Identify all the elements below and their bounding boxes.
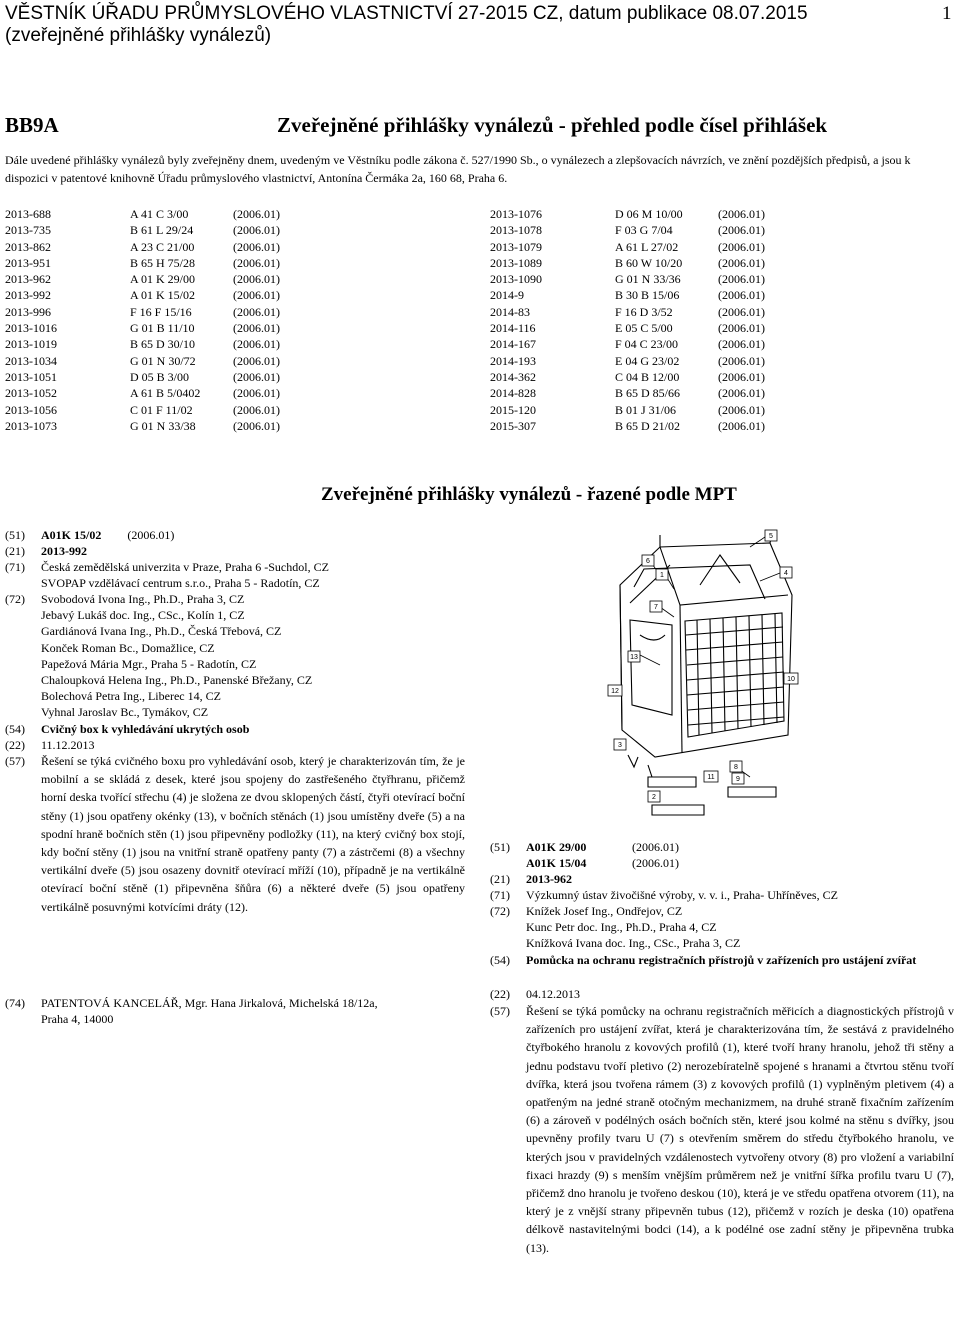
overview-row xyxy=(5,353,465,369)
overview-row xyxy=(490,239,950,255)
ipc-class: A01K 29/00 xyxy=(526,840,587,854)
application-number: 2013-992 xyxy=(41,544,87,558)
ipc-version: (2006.01) xyxy=(718,321,765,336)
ipc-class: B 65 D 21/02 xyxy=(615,418,681,433)
application-number: 2015-307 xyxy=(490,418,536,433)
inventor: Bolechová Petra Ing., Liberec 14, CZ xyxy=(41,689,221,704)
applicant-2: SVOPAP vzdělávací centrum s.r.o., Praha 5 - Radotín, CZ xyxy=(41,576,320,591)
mpt-section-title: Zveřejněné přihlášky vynálezů - řazené podle MPT xyxy=(321,484,737,505)
application-number: 2013-992 xyxy=(5,288,51,303)
application-number: 2014-828 xyxy=(490,386,536,401)
overview-row xyxy=(5,336,465,352)
drawing-label: 7 xyxy=(654,604,658,611)
overview-row xyxy=(490,336,950,352)
overview-row xyxy=(5,320,465,336)
overview-row xyxy=(490,418,950,434)
section-code: BB9A xyxy=(5,113,59,137)
ipc-class: A01K 15/04 xyxy=(526,856,587,871)
overview-row xyxy=(490,271,950,287)
page-number: 1 xyxy=(942,3,952,24)
inventor: Kunc Petr doc. Ing., Ph.D., Praha 4, CZ xyxy=(526,920,717,935)
ipc-class: G 01 B 11/10 xyxy=(130,321,195,336)
overview-row xyxy=(5,222,465,238)
ipc-version: (2006.01) xyxy=(233,288,280,303)
ipc-class: A 41 C 3/00 xyxy=(130,207,189,221)
overview-row xyxy=(5,402,465,418)
drawing-label: 8 xyxy=(734,764,738,771)
inventor: Gardiánová Ivana Ing., Ph.D., Česká Třebová, CZ xyxy=(41,624,282,639)
ipc-version: (2006.01) xyxy=(233,207,280,221)
overview-table-right xyxy=(490,206,950,434)
ipc-version: (2006.01) xyxy=(233,386,280,401)
application-number: 2013-1019 xyxy=(5,337,57,352)
ipc-class: D 06 M 10/00 xyxy=(615,207,683,221)
ipc-class: B 61 L 29/24 xyxy=(130,223,194,238)
ipc-version: (2006.01) xyxy=(718,223,765,238)
filing-date: 11.12.2013 xyxy=(41,738,95,752)
ipc-class: B 65 H 75/28 xyxy=(130,255,196,270)
ipc-version: (2006.01) xyxy=(718,369,765,384)
application-number: 2013-688 xyxy=(5,207,51,221)
application-number: 2013-1090 xyxy=(490,272,542,287)
ipc-version: (2006.01) xyxy=(718,272,765,287)
filing-date: 04.12.2013 xyxy=(526,987,580,1001)
drawing-label: 4 xyxy=(784,570,788,577)
drawing-label: 3 xyxy=(618,742,622,749)
bulletin-header-line2: (zveřejněné přihlášky vynálezů) xyxy=(5,25,272,46)
application-number: 2013-1076 xyxy=(490,207,542,221)
ipc-class: A01K 15/02 xyxy=(41,528,102,542)
ipc-class: B 65 D 85/66 xyxy=(615,386,681,401)
ipc-class: E 05 C 5/00 xyxy=(615,321,673,336)
application-number: 2013-951 xyxy=(5,255,51,270)
ipc-class: E 04 G 23/02 xyxy=(615,353,680,368)
leader-line xyxy=(640,655,660,665)
overview-row xyxy=(490,287,950,303)
inventor: Konček Roman Bc., Domažlice, CZ xyxy=(41,640,215,655)
ipc-version: (2006.01) xyxy=(718,418,765,433)
ipc-version: (2006.01) xyxy=(233,402,280,417)
ipc-version: (2006.01) xyxy=(233,369,280,384)
ipc-version: (2006.01) xyxy=(718,288,765,303)
overview-row xyxy=(5,304,465,320)
ipc-version: (2006.01) xyxy=(233,418,280,433)
invention-title: Cvičný box k vyhledávání ukrytých osob xyxy=(41,722,250,736)
overview-row xyxy=(490,304,950,320)
overview-row xyxy=(5,271,465,287)
ipc-version: (2006.01) xyxy=(233,255,280,270)
abstract: Řešení se týká cvičného boxu pro vyhledávání osob, který je charakterizován tím, že je mobilní a se skládá z desek, které jsou spojeny do zastřešeného čtyřhranu, přičemž horní deska tvořící střechu (4) je složena ze dvou sklopených částí, čtyři otevírací boční stěny (1) jsou opatřeny okénky (13), v bočních stěnách (1) jsou umístěny dveře (5) a na spodní hraně bočních stěn (1) jsou připevněny podložky (11), na který cvičný box stojí, kdy boční stěny (1) jsou na vnitřní straně opatřeny panty (7) a zástrčemi (8) a všechny vertikální dveře (5) jsou osazeny dovnitř otevírací mříží (10), případně je na vertikálně otevírací boční stěně (1) připevněna šňůra (6) a některé dveře (5) jsou opatřeny vertikálně posuvnými kotvícími dráty (12). xyxy=(41,754,465,914)
ipc-class: A 01 K 29/00 xyxy=(130,272,196,287)
overview-row xyxy=(5,369,465,385)
overview-row xyxy=(490,402,950,418)
ipc-version: (2006.01) xyxy=(233,304,280,319)
inventor: Papežová Mária Mgr., Praha 5 - Radotín, CZ xyxy=(41,656,257,671)
drawing-label: 10 xyxy=(787,676,795,683)
overview-row xyxy=(490,385,950,401)
ipc-class: C 04 B 12/00 xyxy=(615,369,680,384)
ipc-version: (2006.01) xyxy=(233,337,280,352)
application-number: 2013-862 xyxy=(5,239,51,254)
application-number: 2014-362 xyxy=(490,369,536,384)
drawing-label: 11 xyxy=(707,774,715,781)
ipc-version: (2006.01) xyxy=(233,272,280,287)
ipc-class: C 01 F 11/02 xyxy=(130,402,193,417)
overview-row xyxy=(490,353,950,369)
ipc-class: A 01 K 15/02 xyxy=(130,288,196,303)
ipc-class: F 16 D 3/52 xyxy=(615,304,673,319)
drawing-label: 12 xyxy=(611,688,619,695)
application-number: 2013-962 xyxy=(526,872,572,886)
application-number: 2013-1073 xyxy=(5,418,57,433)
ipc-class: B 60 W 10/20 xyxy=(615,255,683,270)
ipc-class: A 61 L 27/02 xyxy=(615,239,679,254)
ipc-version: (2006.01) xyxy=(233,223,280,238)
abstract: Řešení se týká pomůcky na ochranu registračních měřicích a diagnostických přístrojů v zařízeních pro ustájení zvířat, která je charakterizována tím, že sestává z pravidelného čtyřbokého hranolu z kovových profilů (1), které tvoří hrany hranolu, jehož tři stěny a jednu podstavu tvoří pletivo (2) nerozebíratelně spojené s hranami a čtvrtou stěnu tvoří dvířka, která jsou tvořena rámem (3) z kovových profilů (1) vyplněným pletivem (4) a opatřeným na jedné straně otočným mechanizmem, na druhé straně fixačním zařízením (6) a zároveň v podélných osách bočních stěn, které jsou kolmé na stěnu s dvířky, jsou upevněny profily tvaru U (7) s otevřením směrem do středu čtyřbokého hranolu, ve kterých jsou v pravidelných vzdálenostech vytvořeny otvory (8) pro vložení a variabilní fixaci hrazdy (9) s menším vnějším průměrem než je vnitřní šířka profilu tvaru U (7), přičemž dno hranolu je tvořeno deskou (10), která je ve středu opatřena otvorem (11), na který je z vnější strany připevněn tubus (12), přičemž v rozích je deska (10) opatřena délkově nastavitelnými bodci (14), a k podélné ose zadní stěny je připevněna trubka (13). xyxy=(526,1004,954,1255)
ipc-class: A 61 B 5/0402 xyxy=(130,386,201,401)
application-number: 2013-996 xyxy=(5,304,51,319)
ipc-class: F 04 C 23/00 xyxy=(615,337,679,352)
application-number: 2015-120 xyxy=(490,402,536,417)
drawing-label: 13 xyxy=(630,654,638,661)
application-number: 2014-116 xyxy=(490,321,536,336)
ipc-class: B 01 J 31/06 xyxy=(615,402,677,417)
ipc-class: F 16 F 15/16 xyxy=(130,304,192,319)
ipc-class: G 01 N 30/72 xyxy=(130,353,196,368)
drawing-label: 6 xyxy=(646,558,650,565)
ipc-version: (2006.01) xyxy=(718,402,765,417)
invention-title: Pomůcka na ochranu registračních přístrojů v zařízeních pro ustájení zvířat xyxy=(526,953,917,967)
overview-row xyxy=(5,418,465,434)
ipc-version: (2006.01) xyxy=(718,304,765,319)
overview-row xyxy=(490,255,950,271)
overview-row xyxy=(5,255,465,271)
drawing-label: 5 xyxy=(769,533,773,540)
ipc-version: (2006.01) xyxy=(718,353,765,368)
ipc-version: (2006.01) xyxy=(632,856,679,871)
application-number: 2014-9 xyxy=(490,288,524,303)
application-number: 2013-1034 xyxy=(5,353,57,368)
application-number: 2014-167 xyxy=(490,337,536,352)
application-number: 2013-1052 xyxy=(5,386,57,401)
ipc-version: (2006.01) xyxy=(233,353,280,368)
ipc-class: G 01 N 33/38 xyxy=(130,418,196,433)
overview-row xyxy=(490,320,950,336)
inventor: Svobodová Ivona Ing., Ph.D., Praha 3, CZ xyxy=(41,592,245,606)
ipc-version: (2006.01) xyxy=(718,207,765,221)
attorney-line1: PATENTOVÁ KANCELÁŘ, Mgr. Hana Jirkalová, Michelská 18/12a, xyxy=(41,996,378,1010)
ipc-version: (2006.01) xyxy=(718,337,765,352)
ipc-version: (2006.01) xyxy=(718,386,765,401)
applicant: Výzkumný ústav živočišné výroby, v. v. i., Praha- Uhříněves, CZ xyxy=(526,888,838,902)
application-number: 2014-193 xyxy=(490,353,536,368)
ipc-class: G 01 N 33/36 xyxy=(615,272,681,287)
bulletin-header-line1: VĚSTNÍK ÚŘADU PRŮMYSLOVÉHO VLASTNICTVÍ 27-2015 CZ, datum publikace 08.07.2015 xyxy=(5,3,808,24)
application-number: 2013-1051 xyxy=(5,369,57,384)
overview-row xyxy=(490,369,950,385)
overview-table-left xyxy=(5,206,465,434)
applicant-1: Česká zemědělská univerzita v Praze, Praha 6 -Suchdol, CZ xyxy=(41,560,329,574)
overview-row xyxy=(5,239,465,255)
section-title: Zveřejněné přihlášky vynálezů - přehled podle čísel přihlášek xyxy=(277,113,828,137)
ipc-version: (2006.01) xyxy=(718,239,765,254)
overview-row xyxy=(490,222,950,238)
ipc-class: D 05 B 3/00 xyxy=(130,369,190,384)
section-intro: Dále uvedené přihlášky vynálezů byly zveřejněny dnem, uvedeným ve Věstníku podle zákona č. 527/1990 Sb., o vynálezech a zlepšovacích návrzích, ve znění pozdějších předpisů, a jsou k dispozici v patentové knihovně Úřadu průmyslového vlastnictví, Antonína Čermáka 2a, 160 68, Praha 6. xyxy=(5,153,911,185)
inventor: Knížek Josef Ing., Ondřejov, CZ xyxy=(526,904,683,918)
inventor: Chaloupková Helena Ing., Ph.D., Panenské Břežany, CZ xyxy=(41,673,313,687)
overview-row xyxy=(5,385,465,401)
ipc-version: (2006.01) xyxy=(233,321,280,336)
ipc-class: F 03 G 7/04 xyxy=(615,223,673,238)
application-number: 2013-1056 xyxy=(5,402,57,417)
application-number: 2013-735 xyxy=(5,223,51,238)
overview-row xyxy=(5,287,465,303)
overview-row xyxy=(490,206,950,222)
ipc-class: A 23 C 21/00 xyxy=(130,239,195,254)
overview-row xyxy=(5,206,465,222)
drawing-label: 2 xyxy=(652,794,656,801)
inventor: Knížková Ivana doc. Ing., CSc., Praha 3, CZ xyxy=(526,936,741,951)
ipc-class: B 65 D 30/10 xyxy=(130,337,196,352)
drawing-label: 9 xyxy=(736,776,740,783)
inventor: Vyhnal Jaroslav Bc., Tymákov, CZ xyxy=(41,705,209,720)
application-number: 2013-962 xyxy=(5,272,51,287)
ipc-version: (2006.01) xyxy=(632,840,679,854)
ipc-version: (2006.01) xyxy=(127,528,175,542)
attorney-line2: Praha 4, 14000 xyxy=(41,1012,114,1027)
inventor: Jebavý Lukáš doc. Ing., CSc., Kolín 1, CZ xyxy=(41,608,245,623)
application-number: 2013-1089 xyxy=(490,255,542,270)
application-number: 2014-83 xyxy=(490,304,530,319)
ipc-class: B 30 B 15/06 xyxy=(615,288,680,303)
application-number: 2013-1016 xyxy=(5,321,57,336)
leader-line xyxy=(750,537,765,547)
ipc-version: (2006.01) xyxy=(233,239,280,254)
application-number: 2013-1078 xyxy=(490,223,542,238)
ipc-version: (2006.01) xyxy=(718,255,765,270)
patent-drawing xyxy=(600,525,800,825)
drawing-label: 1 xyxy=(660,572,664,579)
leader-line xyxy=(760,573,780,581)
application-number: 2013-1079 xyxy=(490,239,542,254)
